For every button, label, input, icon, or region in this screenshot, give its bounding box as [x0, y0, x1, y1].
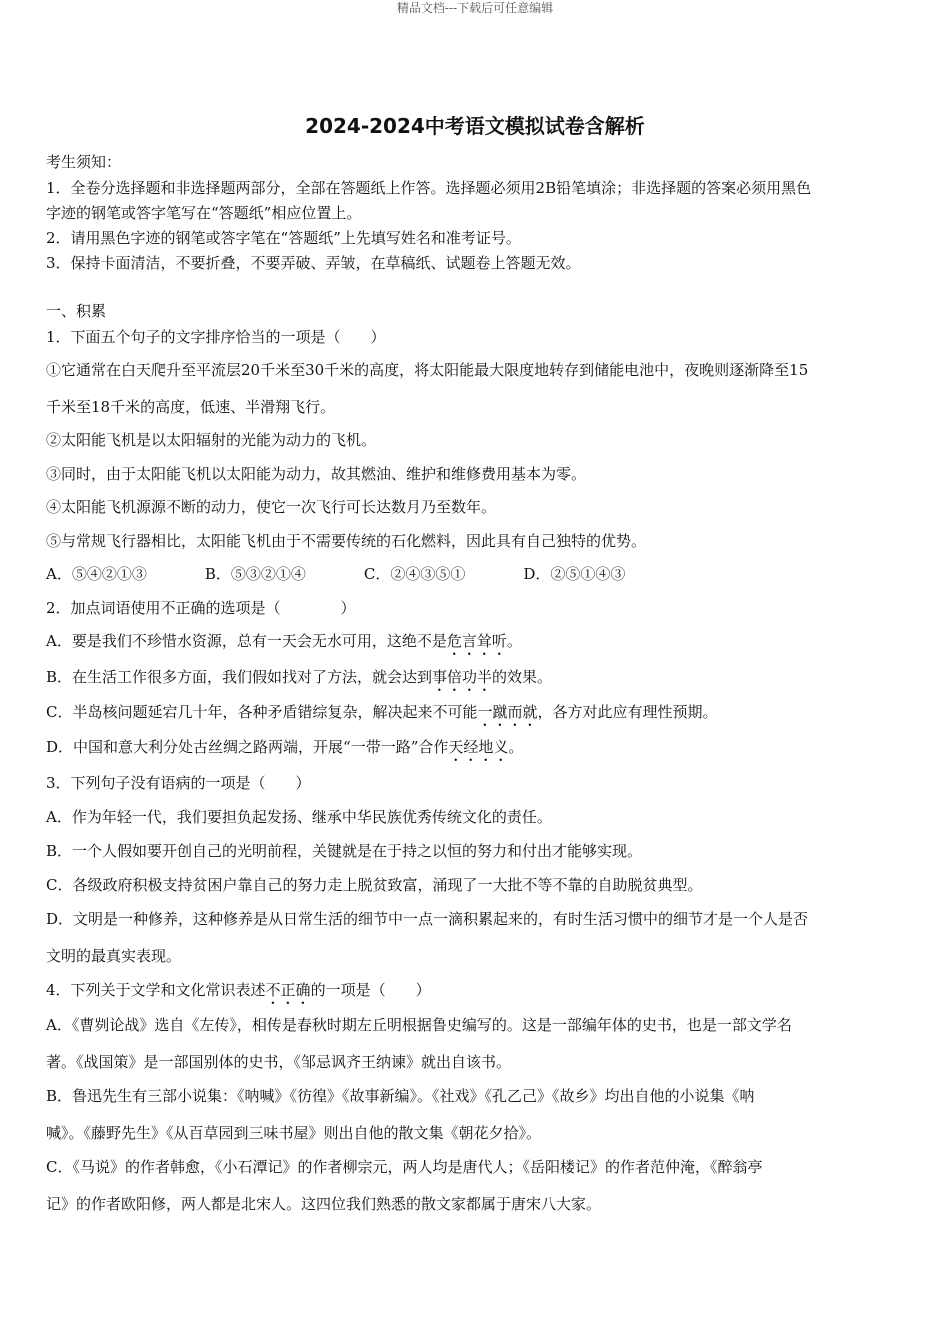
q4-stem: 4．下列关于文学和文化常识表述不正确的一项是（ ）	[46, 981, 431, 999]
q1-option-d[interactable]: D．②⑤①④③	[523, 565, 626, 583]
q3-option-d-line-1: D．文明是一种修养，这种修养是从日常生活的细节中一点一滴积累起来的，有时生活习惯中的细节才是一个人是否	[46, 910, 809, 928]
q2-option-a: A．要是我们不珍惜水资源，总有一天会无水可用，这绝不是危言耸听。	[46, 632, 522, 650]
q1-sentence-3: ③同时，由于太阳能飞机以太阳能为动力，故其燃油、维护和维修费用基本为零。	[46, 465, 587, 483]
q3-option-d-line-2: 文明的最真实表现。	[46, 947, 182, 965]
q3-option-a: A．作为年轻一代，我们要担负起发扬、继承中华民族优秀传统文化的责任。	[46, 808, 552, 826]
q4-option-c-line-1: C．《马说》的作者韩愈，《小石潭记》的作者柳宗元，两人均是唐代人；《岳阳楼记》的作者范仲淹，《醉翁亭	[46, 1158, 763, 1176]
q1-stem: 1．下面五个句子的文字排序恰当的一项是（ ）	[46, 328, 386, 346]
q3-option-c: C．各级政府积极支持贫困户靠自己的努力走上脱贫致富，涌现了一大批不等不靠的自助脱贫典型。	[46, 876, 703, 894]
notice-line-1: 1．全卷分选择题和非选择题两部分，全部在答题纸上作答。选择题必须用2B铅笔填涂；非选择题的答案必须用黑色	[46, 179, 812, 197]
q1-sentence-5: ⑤与常规飞行器相比，太阳能飞机由于不需要传统的石化燃料，因此具有自己独特的优势。	[46, 532, 647, 550]
q4-option-c-line-2: 记》的作者欧阳修，两人都是北宋人。这四位我们熟悉的散文家都属于唐宋八大家。	[46, 1195, 602, 1213]
notice-line-2: 字迹的钢笔或答字笔写在“答题纸”相应位置上。	[46, 204, 362, 222]
dotted-term: 不正确	[265, 981, 311, 999]
q1-sentence-4: ④太阳能飞机源源不断的动力，使它一次飞行可长达数月乃至数年。	[46, 498, 497, 516]
notice-line-3: 2．请用黑色字迹的钢笔或答字笔在“答题纸”上先填写姓名和准考证号。	[46, 229, 521, 247]
q2-option-c: C．半岛核问题延宕几十年，各种矛盾错综复杂，解决起来不可能一蹴而就，各方对此应有理性预期。	[46, 703, 718, 721]
section-heading: 一、积累	[46, 302, 107, 320]
notice-heading: 考生须知：	[46, 153, 122, 171]
q1-sentence-1a: ①它通常在白天爬升至平流层20千米至30千米的高度，将太阳能最大限度地转存到储能电池中，夜晚则逐渐降至15	[46, 361, 809, 379]
q4-option-b-line-2: 喊》。《藤野先生》《从百草园到三味书屋》则出自他的散文集《朝花夕拾》。	[46, 1124, 542, 1142]
dotted-term: 事倍功半	[432, 668, 493, 686]
page-title: 2024-2024中考语文模拟试卷含解析	[305, 114, 645, 138]
q1-option-c[interactable]: C．②④③⑤①	[363, 565, 466, 583]
q2-option-d: D．中国和意大利分处古丝绸之路两端，开展“一带一路”合作天经地义。	[46, 738, 524, 756]
q3-option-b: B．一个人假如要开创自己的光明前程，关键就是在于持之以恒的努力和付出才能够实现。	[46, 842, 643, 860]
header-note: 精品文档---下载后可任意编辑	[396, 1, 554, 15]
q4-option-a-line-1: A．《曹刿论战》选自《左传》，相传是春秋时期左丘明根据鲁史编写的。这是一部编年体的史书，也是一部文学名	[46, 1016, 792, 1034]
q4-option-b-line-1: B．鲁迅先生有三部小说集：《呐喊》《彷徨》《故事新编》。《社戏》《孔乙己》《故乡》均出自他的小说集《呐	[46, 1087, 755, 1105]
q1-sentence-2: ②太阳能飞机是以太阳辐射的光能为动力的飞机。	[46, 431, 377, 449]
q1-options	[46, 564, 625, 584]
q1-sentence-1b: 千米至18千米的高度，低速、半滑翔飞行。	[46, 398, 336, 416]
q2-stem: 2．加点词语使用不正确的选项是（ ）	[46, 599, 356, 617]
dotted-term: 天经地义	[448, 738, 509, 756]
q4-option-a-line-2: 著。《战国策》是一部国别体的史书，《邹忌讽齐王纳谏》就出自该书。	[46, 1053, 512, 1071]
q2-option-b: B．在生活工作很多方面，我们假如找对了方法，就会达到事倍功半的效果。	[46, 668, 553, 686]
q1-option-b[interactable]: B．⑤③②①④	[204, 565, 306, 583]
dotted-term: 危言耸听	[446, 632, 507, 650]
q3-stem: 3．下列句子没有语病的一项是（ ）	[46, 774, 311, 792]
notice-line-4: 3．保持卡面清洁，不要折叠，不要弄破、弄皱，在草稿纸、试题卷上答题无效。	[46, 254, 581, 272]
dotted-term: 一蹴而就	[477, 703, 538, 721]
q1-option-a[interactable]: A．⑤④②①③	[46, 565, 147, 583]
